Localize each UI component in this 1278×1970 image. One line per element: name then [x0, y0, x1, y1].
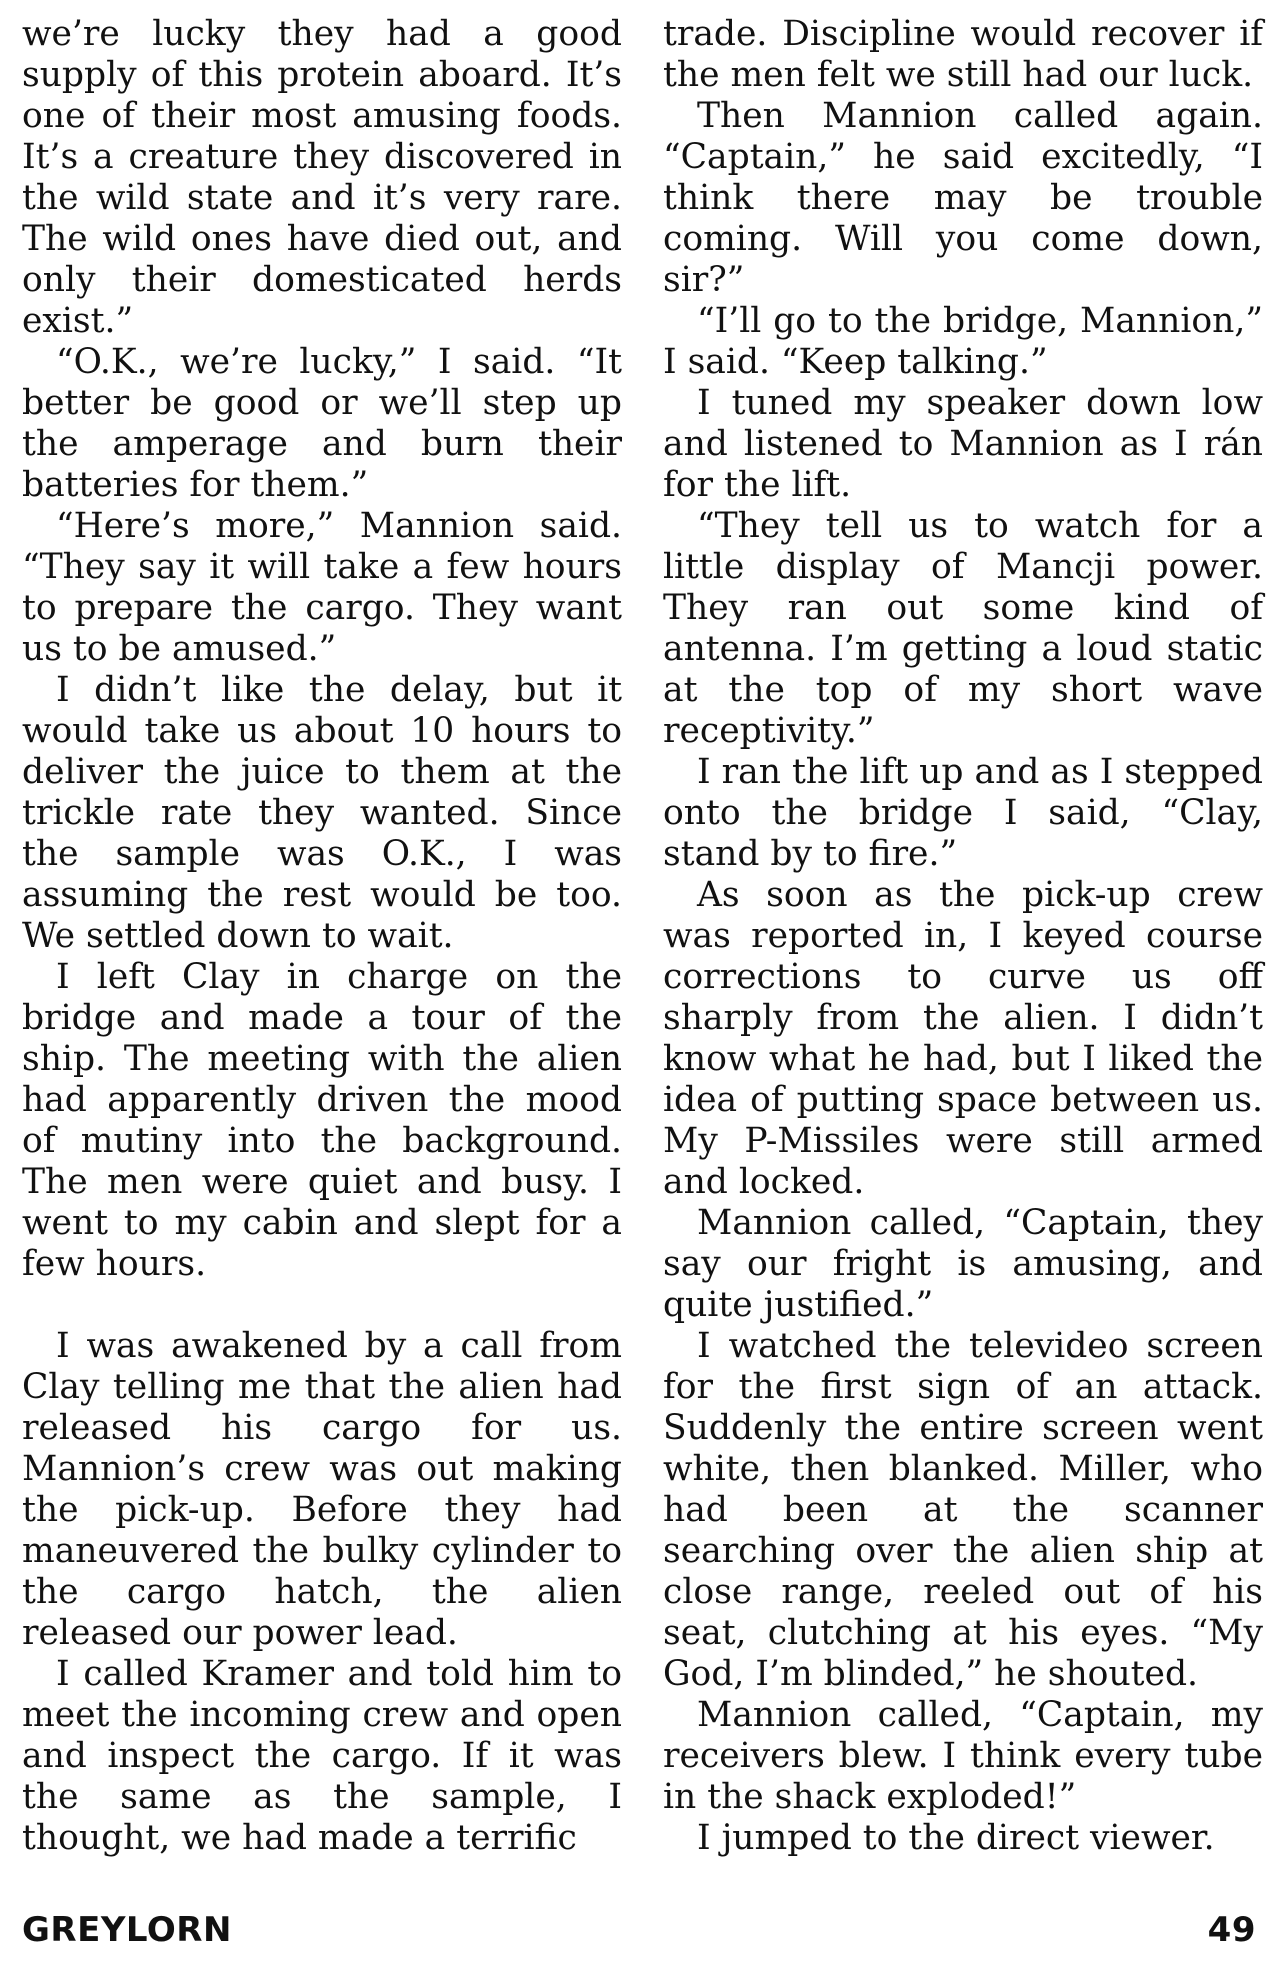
paragraph: Then Mannion called again. “Captain,” he said excitedly, “I think there may be trouble coming. Will you come down, sir?”: [663, 96, 1263, 300]
paragraph: “I’ll go to the bridge, Mannion,” I said. “Keep talking.”: [663, 301, 1263, 382]
paragraph: I called Kramer and told him to meet the incoming crew and open and inspect the cargo. If it was the same as the sample, I thought, we had made a terrific: [22, 1654, 622, 1858]
paragraph: “O.K., we’re lucky,” I said. “It better be good or we’ll step up the amperage and burn their batteries for them.”: [22, 342, 622, 505]
running-head: GREYLORN: [22, 1910, 232, 1950]
paragraph: I left Clay in charge on the bridge and made a tour of the ship. The meeting with the alien had apparently driven the mood of mutiny into the background. The men were quiet and busy. I went to my cabin and slept for a few hours.: [22, 957, 622, 1284]
paragraph: I tuned my speaker down low and listened to Mannion as I rán for the lift.: [663, 383, 1263, 505]
paragraph: “They tell us to watch for a little display of Mancji power. They ran out some kind of antenna. I’m getting a loud static at the top of my short wave receptivity.”: [663, 506, 1263, 751]
left-column: [22, 14, 622, 1859]
paragraph: Mannion called, “Captain, they say our fright is amusing, and quite justified.”: [663, 1203, 1263, 1325]
paragraph: we’re lucky they had a good supply of this protein aboard. It’s one of their most amusing foods. It’s a creature they discovered in the wild state and it’s very rare. The wild ones have died out, and only their domesticated herds exist.”: [22, 14, 622, 341]
paragraph: As soon as the pick-up crew was reported in, I keyed course corrections to curve us off sharply from the alien. I didn’t know what he had, but I liked the idea of putting space between us. My P-Missiles were still armed and locked.: [663, 875, 1263, 1202]
paragraph: trade. Discipline would recover if the men felt we still had our luck.: [663, 14, 1263, 95]
paragraph: I ran the lift up and as I stepped onto the bridge I said, “Clay, stand by to fire.”: [663, 752, 1263, 874]
paragraph: I didn’t like the delay, but it would take us about 10 hours to deliver the juice to them at the trickle rate they wanted. Since the sample was O.K., I was assuming the rest would be too. We settled down to wait.: [22, 670, 622, 956]
paragraph: I jumped to the direct viewer.: [697, 1818, 1215, 1858]
right-column: [663, 14, 1263, 1859]
paragraph: Mannion called, “Captain, my receivers blew. I think every tube in the shack exploded!”: [663, 1695, 1263, 1817]
paragraph: “Here’s more,” Mannion said. “They say it will take a few hours to prepare the cargo. They want us to be amused.”: [22, 506, 622, 669]
paragraph: I watched the televideo screen for the first sign of an attack. Suddenly the entire screen went white, then blanked. Miller, who had been at the scanner searching over the alien ship at close range, reeled out of his seat, clutching at his eyes. “My God, I’m blinded,” he shouted.: [663, 1326, 1263, 1694]
paragraph: I was awakened by a call from Clay telling me that the alien had released his cargo for us. Mannion’s crew was out making the pick-up. Before they had maneuvered the bulky cylinder to the cargo hatch, the alien released our power lead.: [22, 1326, 622, 1653]
page-number: 49: [1207, 1910, 1256, 1950]
